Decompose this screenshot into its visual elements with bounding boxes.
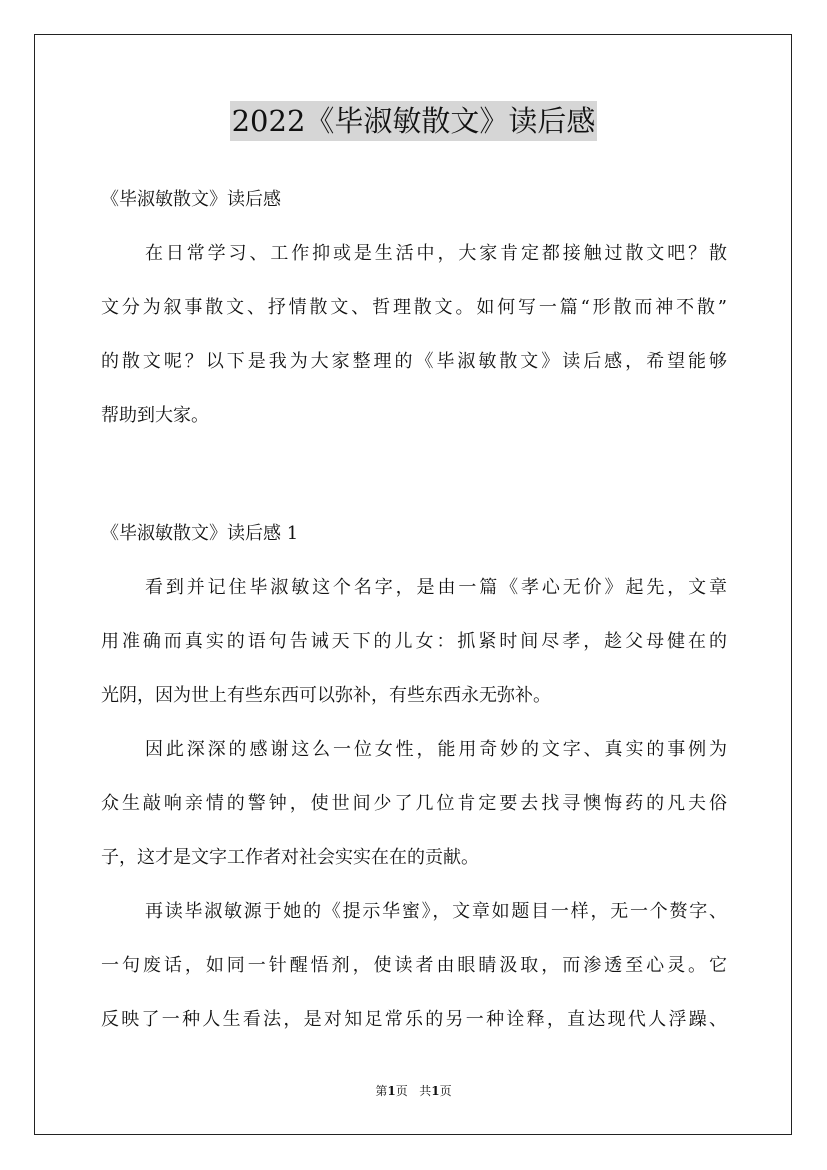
paragraph-line: 因此深深的感谢这么一位女性，能用奇妙的文字、真实的事例为 (145, 739, 727, 760)
page-footer (0, 1081, 827, 1101)
paragraph-line: 再读毕淑敏源于她的《提示华蜜》，文章如题目一样，无一个赘字、 (145, 901, 727, 922)
paragraph-line: 在日常学习、工作抑或是生活中，大家肯定都接触过散文吧？散 (145, 243, 727, 264)
page-number: 1 (387, 1084, 396, 1098)
total-pages: 1 (431, 1084, 440, 1098)
page-suffix: 页 (395, 1084, 408, 1098)
paragraph-line: 一句废话，如同一针醒悟剂，使读者由眼睛汲取，而渗透至心灵。它 (101, 955, 727, 976)
title-container (0, 101, 827, 141)
document-body (101, 173, 727, 1047)
blank-gap (101, 443, 727, 507)
page-prefix: 第 (375, 1084, 388, 1098)
paragraph-2 (101, 723, 727, 885)
document-title: 2022《毕淑敏散文》读后感 (230, 101, 598, 141)
paragraph-line: 众生敲响亲情的警钟，使世间少了几位肯定要去找寻懊悔药的凡夫俗 (101, 793, 727, 814)
paragraph-line: 子，这才是文字工作者对社会实实在在的贡献。 (101, 847, 479, 868)
paragraph-line: 用准确而真实的语句告诫天下的儿女：抓紧时间尽孝，趁父母健在的 (101, 631, 727, 652)
paragraph-line: 帮助到大家。 (101, 405, 209, 426)
paragraph-line: 看到并记住毕淑敏这个名字，是由一篇《孝心无价》起先，文章 (145, 577, 727, 598)
paragraph-3 (101, 885, 727, 1047)
section-heading: 《毕淑敏散文》读后感 1 (101, 523, 299, 544)
paragraph-line: 文分为叙事散文、抒情散文、哲理散文。如何写一篇“形散而神不散” (101, 297, 727, 318)
total-prefix: 共 (419, 1084, 432, 1098)
subtitle: 《毕淑敏散文》读后感 (101, 189, 281, 210)
paragraph-line: 反映了一种人生看法，是对知足常乐的另一种诠释，直达现代人浮躁、 (101, 1009, 727, 1030)
intro-paragraph (101, 227, 727, 443)
paragraph-line: 光阴，因为世上有些东西可以弥补，有些东西永无弥补。 (101, 685, 551, 706)
paragraph-line: 的散文呢？以下是我为大家整理的《毕淑敏散文》读后感，希望能够 (101, 351, 727, 372)
total-suffix: 页 (439, 1084, 452, 1098)
paragraph-1 (101, 561, 727, 723)
